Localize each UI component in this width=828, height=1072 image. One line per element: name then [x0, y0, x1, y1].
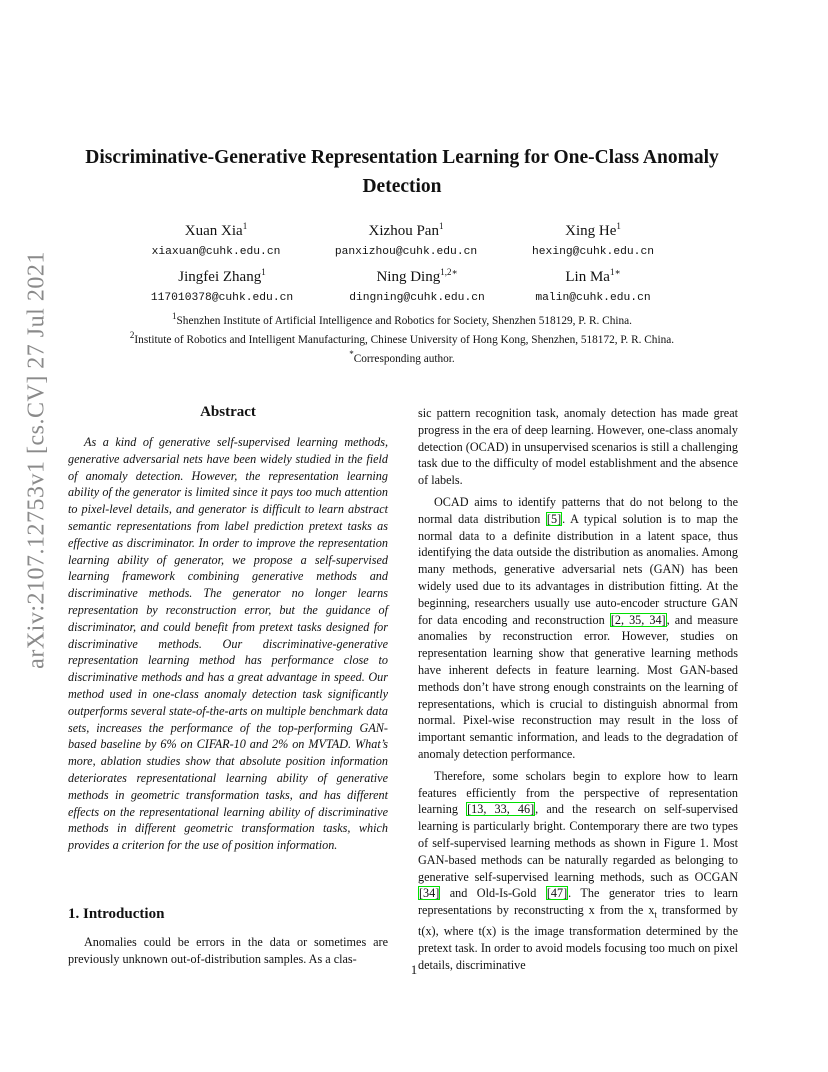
author-name: Xizhou Pan$^1$: [368, 221, 444, 239]
section-heading-introduction: 1. Introduction: [68, 906, 165, 922]
author-name: Lin $Ma^{1∗}$: [565, 267, 621, 285]
citation-link[interactable]: [2, 35, 34]: [610, 612, 666, 627]
author-block: [106, 222, 326, 260]
author-name: Jingfei Zhang$^1$: [178, 267, 266, 285]
citation-link[interactable]: [13, 33, 46]: [467, 802, 535, 817]
abstract-body: [68, 434, 388, 854]
arxiv-side-stamp: [22, 240, 52, 680]
intro-paragraph-2: OCAD aims to identify patterns that do not belong to the normal data distribution [5]. A typical solution is to map the normal data to a definite distribution in a latent space, thus identifying the data outside the distribution as anomalies. Among many methods, generative adversarial nets (GAN) has been widely used due to its advantages in distribution fitting. At the beginning, researchers usually use auto-encoder structure GAN for data encoding and reconstruction [2, 35, 34], and measure anomalies by reconstruction error. However, studies on representation learning show that generative learning methods have inherent defects in feature learning. Most GAN-based methods don’t have strong enough constraints on the learning of representations, which is crucial to distinguish abnormal from normal. Pixel-wise reconstruction may result in the loss of important semantic information, and leads to the degradation of anomaly detection performance.: [418, 494, 738, 761]
citation-link[interactable]: [47]: [546, 886, 568, 901]
intro-text-left: Anomalies could be errors in the data or sometimes are previously unknown out-of-distribution samples. As a clas-: [68, 935, 388, 966]
intro-paragraph-3: Therefore, some scholars begin to explore how to learn features efficiently from the perspective of representation learning [13, 33, 46], and the research on self-supervised learning is particularly bright. Contemporary there are two types of self-supervised learning methods as shown in Figure 1. Most GAN-based methods can be naturally regarded as belonging to generative self-supervised learning methods, such as OCGAN [34] and Old-Is-Gold [47]. The generator tries to learn representations by reconstructing x from the $x_t$ transformed by t(x), where t(x) is the image transformation determined by the pretext task. In order to avoid models focusing too much on pixel details, discriminative: [418, 768, 739, 972]
author-email[interactable]: hexing@cuhk.edu.cn: [531, 246, 655, 258]
author-email[interactable]: 117010378@cuhk.edu.cn: [150, 292, 294, 304]
author-block: [112, 268, 332, 306]
author-block: [483, 268, 703, 306]
arxiv-identifier: arXiv:2107.12753v1 [cs.CV] 27 Jul 2021: [23, 251, 50, 669]
author-email[interactable]: panxizhou@cuhk.edu.cn: [334, 246, 478, 258]
right-column: [418, 405, 738, 974]
author-email[interactable]: dingning@cuhk.edu.cn: [349, 292, 485, 304]
abstract-text: As a kind of generative self-supervised learning methods, generative adversarial nets have been widely studied in the field of anomaly detection. However, the representation learning ability of the generator is limited since it pays too much attention to pixel-level details, and generator is difficult to learn abstract semantic representations from label prediction pretext tasks as effective as discriminator. In order to improve the representation learning ability of generator, we propose a self-supervised learning framework combining generative methods and discriminative methods. The generator no longer learns representation by reconstruction error, but the guidance of discriminator, and could benefit from pretext tasks designed for discriminative methods. Our discriminative-generative representation learning method has performance close to discriminative methods and has a great advantage in speed. Our method used in one-class anomaly detection task significantly outperforms several state-of-the-arts on multiple benchmark data sets, increases the performance of the top-performing GAN-based baseline by 6% on CIFAR-10 and 2% on MVTAD. What’s more, ablation studies show that absolute position information deteriorates representational learning ability of generative methods in geometric transformation tasks, and has different effects on the representational learning ability of discriminative methods in different geometric transformation tasks, which provides a criterion for the use of position information.: [68, 435, 388, 853]
citation-link[interactable]: [34]: [419, 886, 440, 901]
author-name: Xing He$^1$: [565, 221, 621, 239]
affiliation: $^2$Institute of Robotics and Intelligent Manufacturing, Chinese University of Hong Kong, Shenzhen, 518172, P. R. China.: [129, 330, 675, 346]
abstract-heading: Abstract: [200, 404, 256, 420]
citation-link[interactable]: [5]: [546, 511, 562, 526]
affiliation: *Corresponding author.: [349, 349, 455, 365]
author-email[interactable]: xiaxuan@cuhk.edu.cn: [151, 246, 281, 258]
author-block: [483, 222, 703, 260]
intro-text-continued: sic pattern recognition task, anomaly detection has made great progress in the era of deep learning. However, one-class anomaly detection (OCAD) in unsupervised scenarios is still a challenging task due to the difficulty of model establishment and the absence of labels.: [418, 406, 738, 488]
author-name: Xuan Xia$^1$: [184, 221, 248, 239]
affiliation: $^1$Shenzhen Institute of Artificial Intelligence and Robotics for Society, Shenzhen 518129, P. R. China.: [172, 311, 632, 327]
author-email[interactable]: malin@cuhk.edu.cn: [535, 292, 651, 304]
author-name: Ning Ding$^{1,2∗}$: [376, 267, 458, 285]
page-number: 1: [410, 963, 418, 977]
paper-title: Discriminative-Generative Representation Learning for One-Class Anomaly Detection: [85, 147, 719, 197]
